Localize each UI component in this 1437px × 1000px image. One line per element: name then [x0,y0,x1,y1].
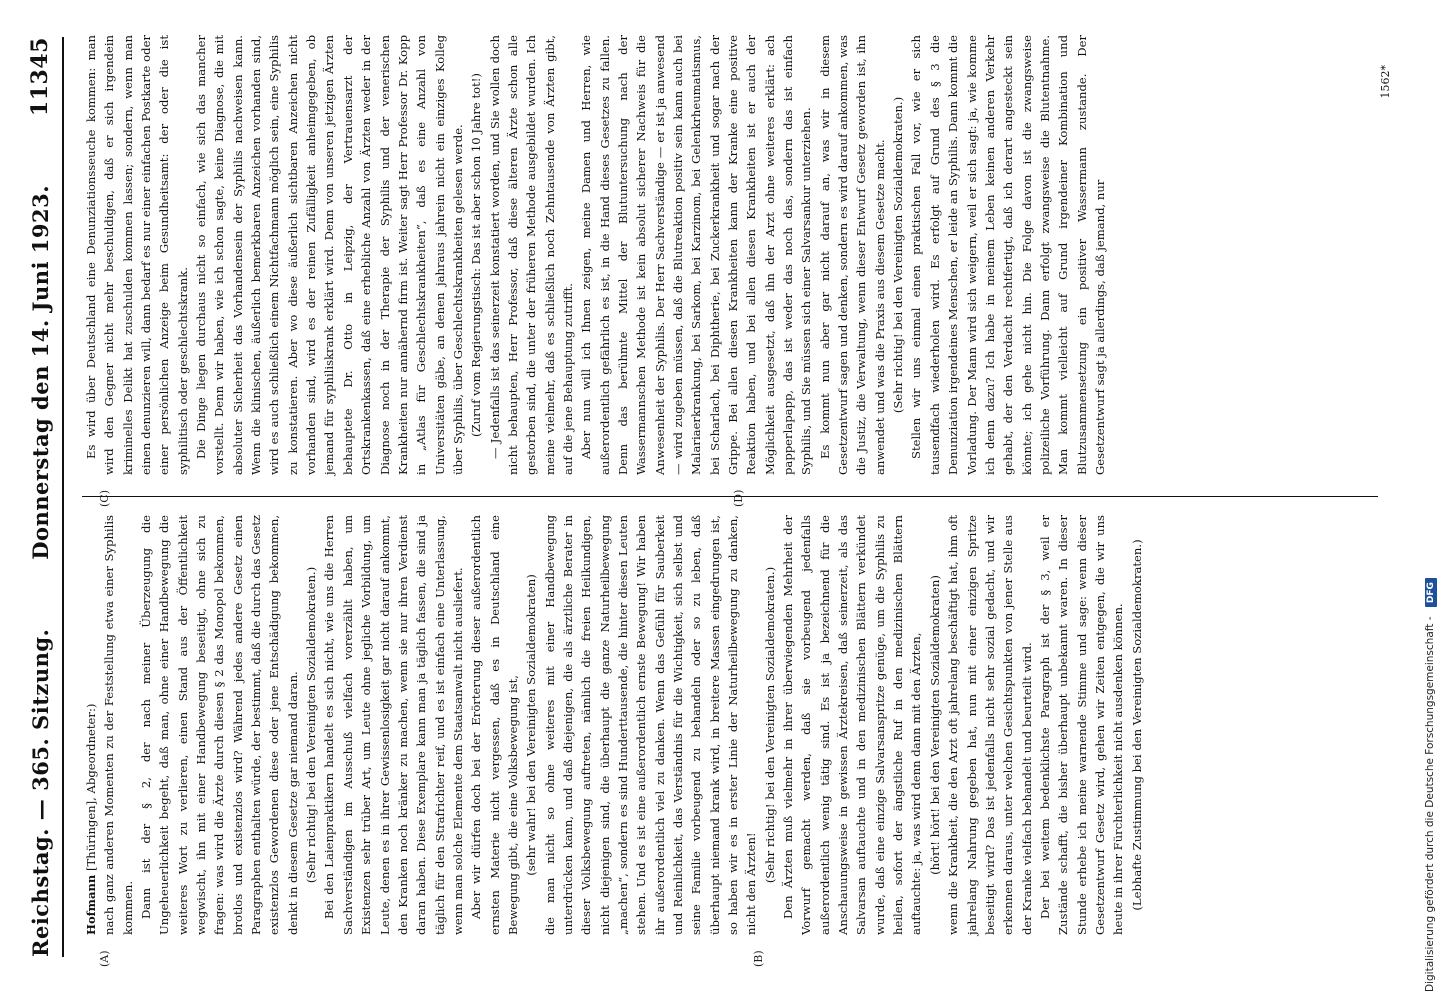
paragraph: Aber wir dürfen doch bei der Erörterung dieser außerordentlich ernsten Materie nicht vergessen, daß es in Deutschland eine Bewegung gibt, die eine Volksbewegung ist, [469,515,520,935]
header-center: Donnerstag den 14. Juni 1923. [27,184,53,560]
speaker-affiliation: [Thüringen], Abgeordneter:) [84,703,98,875]
paragraph: Den Ärzten muß vielmehr in ihrer überwiegenden Mehrheit der Vorwurf gemacht werden, daß sie vorbeugend jedenfalls außerordentlich wenig tätig sind. Es ist ja bezeichnend für die Anschauungsweise in gewissen Ärztekreisen, daß seinerzeit, als das Salvarsan auftauchte und in den medizinischen Blättern verkündet wurde, daß eine einzige Salvarsanspritze genüge, um die Syphilis zu heilen, sofort der ängstliche Ruf in den medizinischen Blättern auftauchte: ja, was wird denn dann mit den Ärzten, [781,515,924,935]
page-number: 11345 [27,37,53,117]
digitization-text: Digitalisierung gefördert durch die Deutsche Forschungsgemeinschaft - [1424,616,1436,992]
paragraph: Dann ist der § 2, der nach meiner Überzeugung die Ungeheuerlichkeit begeht, daß man, ohne einer Handbewegung die weiteres Wort zu verlieren, einen Stand aus der Öffentlichkeit wegwischt, ihn mit einer Handbewegung beseitigt, ohne sich zu fragen: was wird die Ärzte durch diesen § 2 das Monopol bekommen, brotlos und existenzlos wird? Während jedes andere Gesetz einen Paragraphen enthalten würde, der bestimmt, daß die durch das Gesetz existenzlos Gewordenen diese oder jene Entschädigung bekommen, denkt in diesem Gesetze gar niemand daran. [139,515,300,935]
interjection: (Sehr richtig! bei den Vereinigten Sozialdemokraten.) [304,566,319,884]
paragraph: Die Dinge liegen durchaus nicht so einfach, wie sich das mancher vorstellt. Denn wir haben, wie ich schon sagte, keine Diagnose, die mit absoluter Sicherheit das Vorhandensein der Syphilis nachweisen kann. Wenn die klinischen, äußerlich bemerkbaren Anzeichen vorhanden sind, wird es auch schließlich einem Nichtfachmann möglich sein, eine Syphilis zu konstatieren. Aber wo diese äußerlich sichtbaren Anzeichen nicht vorhanden sind, wird es der reinen Zufälligkeit anheimgegeben, ob jemand für syphiliskrank erklärt wird. Denn von unseren jetzigen Ärzten behauptete Dr. Otto in Leipzig, der Vertrauensarzt der Ortskrankenkassen, daß eine erhebliche Anzahl von Ärzten weder in der Diagnose noch in der Therapie der Syphilis und der venerischen Krankheiten nur annähernd firm ist. Weiter sagt Herr Professor Dr. Kopp in „Atlas für Geschlechtskrankheiten“, daß es eine Anzahl von Universitäten gäbe, an denen jahraus jahrein nicht ein einziges Kolleg über Syphilis, über Geschlechtskrankheiten gelesen werde. [194,35,465,475]
page-footer: 1562* [1379,65,1392,99]
margin-marker-a: (A) [98,950,111,967]
interjection: (Zuruf vom Regierungstisch: Das ist aber schon 10 Jahre tot!) [469,73,484,437]
dfg-logo-icon: DFG [1425,578,1437,607]
rotated-page [12,25,1392,975]
header-left: Reichstag. — 365. Sitzung. [27,628,53,957]
paragraph: Der bei weitem bedenklichste Paragraph ist der § 3, weil er Zustände schafft, die bisher überhaupt unbekannt waren. In dieser Stunde erhebe ich meine warnende Stimme und sage: wenn dieser Gesetzentwurf Gesetz wird, gehen wir Zeiten entgegen, die wir uns heute in ihrer Fürchterlichkeit nicht ausdenken können. [1037,515,1126,935]
paragraph: Bei den Laienpraktikern handelt es sich nicht, wie uns die Herren Sachverständigen im Ausschuß vielfach vorerzählt haben, um Existenzen sehr trüber Art, um Leute ohne jegliche Vorbildung, um Leute, denen es in ihrer Gewissenlosigkeit gar nicht darauf ankommt, den Kranken noch kränker zu machen, wenn sie nur ihren Verdienst daran haben. Diese Exemplare kann man ja täglich fassen, die sind ja täglich für den Strafrichter reif, und es ist einfach eine Unterlassung, wenn man solche Elemente dem Staatsanwalt nicht ausliefert. [322,515,465,935]
header-rule [62,37,64,957]
paragraph: nach ganz anderen Momenten zu der Feststellung etwa einer Syphilis kommen. [102,515,135,935]
interjection: (Sehr richtig! bei den Vereinigten Sozialdemokraten.) [891,96,906,414]
page-header [18,37,62,957]
right-column [82,35,1378,475]
margin-marker-c: (C) [98,490,111,507]
paragraph: Stellen wir uns einmal einen praktischen Fall vor, wie er sich tausendfach wiederholen wird. Es erfolgt auf Grund des § 3 die Denunziation irgendeines Menschen, er leide an Syphilis. Dann kommt die Vorladung. Der Mann wird sich weigern, weil er sich sagt: ja, wie komme ich denn dazu? Ich habe in meinem Leben keinen anderen Verkehr gehabt, der den Verdacht rechtfertigt, daß ich derart angesteckt sein könnte; ich gehe nicht hin. Die Folge davon ist die zwangsweise polizeiliche Vorführung. Dann erfolgt zwangsweise die Blutentnahme. Man kommt vielleicht auf Grund irgendeiner Kombination und Blutzusammensetzung ein positiver Wassermann zustande. Der Gesetzentwurf sagt ja allerdings, daß jemand, nur [909,35,1107,475]
interjection: (Sehr richtig! bei den Vereinigten Sozialdemokraten.) [762,566,777,884]
column-divider [82,496,1378,497]
margin-marker-b: (B) [752,950,765,967]
paragraph: Es wird über Deutschland eine Denunziationsseuche kommen: man wird den Gegner nicht mehr beschuldigen, daß er sich irgendein kriminelles Delikt hat zuschulden kommen lassen; sondern, wenn man einen denunzieren will, dann bedarf es nur einer einfachen Postkarte oder einer persönlichen Anzeige beim Gesundheitsamt: der oder die ist syphilitisch oder geschlechtskrank. [84,35,190,475]
margin-marker-d: (D) [732,489,745,507]
interjection: (Lebhafte Zustimmung bei den Vereinigten Sozialdemokraten.) [1129,539,1144,911]
interjection: (sehr wahr! bei den Vereinigten Sozialdemokraten) [524,574,539,876]
speaker-name: Hofmann [84,874,98,935]
interjection: (hört! hört! bei den Vereinigten Sozialdemokraten) [927,575,942,875]
left-column [82,515,1378,935]
paragraph: die man nicht so ohne weiteres mit einer Handbewegung unterdrücken kann, und daß diejenigen, die als ärztliche Berater in dieser Volksbewegung auftreten, nämlich die freien Heilkundigen, nicht diejenigen sind, die überhaupt die ganze Naturheilbewegung „machen“, sondern es sind Hunderttausende, die hinter diesen Leuten stehen. Und es ist eine außerordentlich ernste Bewegung! Wir haben ihr außerordentlich viel zu danken. Wenn das Gefühl für Sauberkeit und Reinlichkeit, das Verständnis für die Wichtigkeit, sich selbst und seine Familie vorbeugend zu behandeln oder so zu leben, daß überhaupt niemand krank wird, in breitere Massen eingedrungen ist, so haben wir es in erster Linie der Naturheilbewegung zu danken, nicht den Ärzten! [542,515,759,935]
paragraph: Es kommt nun aber gar nicht darauf an, was wir in diesem Gesetzentwurf sagen und denken, sondern es wird darauf ankommen, was die Justiz, die Verwaltung, wenn dieser Entwurf Gesetz geworden ist, ihn anwendet und was die Praxis aus diesem Gesetze macht. [817,35,887,475]
paragraph: wenn die Krankheit, die den Arzt oft jahrelang beschäftigt hat, ihm oft jahrelang Nahrung gegeben hat, nun mit einer einzigen Spritze beseitigt wird? Das ist jedenfalls nicht sehr sozial gedacht, und wir erkennen daraus, unter welchen Gesichtspunkten von jener Stelle aus der Kranke vielfach behandelt und beurteilt wird. [946,515,1034,935]
speaker-line [82,515,100,935]
paragraph: Aber nun will ich Ihnen zeigen, meine Damen und Herren, wie außerordentlich gefährlich es ist, in die Hand dieses Gesetzes zu fallen. Denn das berühmte Mittel der Blutuntersuchung nach der Wassermannschen Methode ist kein absolut sicherer Nachweis für die Anwesenheit der Syphilis. Der Herr Sachverständige — er ist ja anwesend — wird zugeben müssen, daß die Blutreaktion positiv sein kann auch bei Malariaerkrankung, bei Sarkom, bei Karzinom, bei Gelenkrheumatismus, bei Scharlach, bei Diphtherie, bei Zuckerkrankheit und sogar nach der Grippe. Bei allen diesen Krankheiten kann der Kranke eine positive Reaktion haben, und bei allen diesen Krankheiten ist er auch der Möglichkeit ausgesetzt, daß ihn der Arzt ohne weiteres erklärt: ach papperlapapp, das ist weder das noch das, sondern das ist einfach Syphilis, und Sie müssen sich einer Salvarsankur unterziehen. [579,35,814,475]
digitization-note [1408,8,1436,992]
paragraph: — Jedenfalls ist das seinerzeit konstatiert worden, und Sie wollen doch nicht behaupten, Herr Professor, daß diese älteren Ärzte schon alle gestorben sind, die unter der früheren Methode ausgebildet wurden. Ich meine vielmehr, daß es schließlich noch Zehntausende von Ärzten gibt, auf die jene Behauptung zutrifft. [487,35,575,475]
